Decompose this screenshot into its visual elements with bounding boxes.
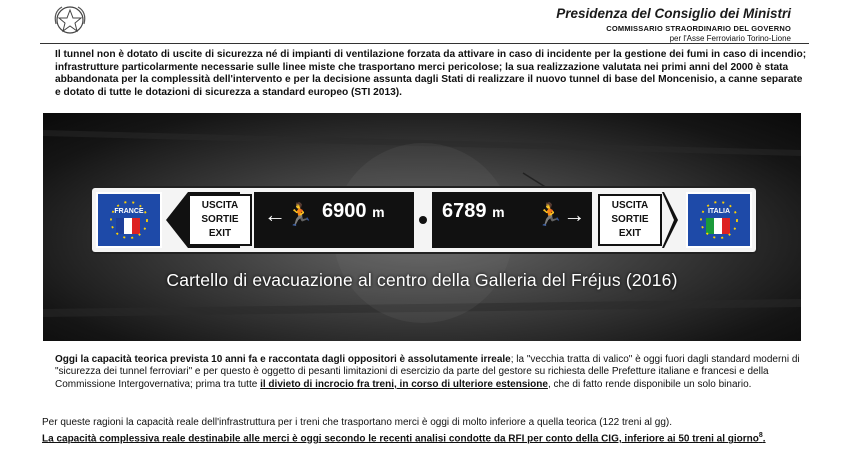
- france-eu-flag-icon: FRANCE: [96, 192, 162, 248]
- runner-left-icon: ←🏃: [264, 202, 314, 227]
- paragraph-real-capacity: Per queste ragioni la capacità reale dell'infrastruttura per i treni che trasportano merci è oggi di molto inferiore a quella teorica (122 treni al gg).: [42, 417, 673, 428]
- header-subtitle: per l'Asse Ferroviario Torino-Lione: [669, 34, 791, 43]
- tunnel-sign-photo: [43, 113, 801, 341]
- header-title: Presidenza del Consiglio dei Ministri: [556, 6, 791, 21]
- capacity-underlined: il divieto di incrocio fra treni, in corso di ulteriore estensione: [260, 378, 548, 390]
- footnote-marker: 8: [758, 432, 763, 439]
- paragraph-freight-capacity: La capacità complessiva reale destinabile alle merci è oggi secondo le recenti analisi condotte da RFI per conto della CIG, inferiore ai 50 treni al giorno$^8$.: [42, 432, 766, 445]
- photo-caption: Cartello di evacuazione al centro della Galleria del Fréjus (2016): [166, 270, 678, 290]
- capacity-tail: , che di fatto rende disponibile un solo binario.: [547, 378, 752, 390]
- capacity-bold-lead: Oggi la capacità teorica prevista 10 anni fa e raccontata dagli oppositori è assolutamente irreale: [55, 354, 511, 365]
- left-exit-label: USCITA SORTIE EXIT: [188, 194, 252, 246]
- right-distance: 6789 m: [442, 200, 505, 222]
- header-commissioner: COMMISSARIO STRAORDINARIO DEL GOVERNO: [606, 24, 791, 33]
- right-exit-arrow-icon: [596, 192, 678, 248]
- left-distance: 6900 m: [322, 200, 385, 222]
- document-header: [556, 6, 791, 43]
- paragraph-tunnel-safety: Il tunnel non è dotato di uscite di sicurezza né di impianti di ventilazione forzata da attivare in caso di incidente per la gestione dei fumi in caso di incendio; infrastrutture particolarmente necessarie sulle linee miste che trasportano merci pericolose; la sua realizzazione valutata nei primi anni del 2000 è stata abbandonata per la complessità dell'intervento e per la decisione assunta dagli Stati di realizzare il nuovo tunnel di base del Moncenisio, a canne separate e dotato di tutte le dotazioni di sicurezza a standard europeo (STI 2013).: [55, 49, 807, 98]
- runner-right-icon: 🏃→: [536, 202, 586, 227]
- italy-eu-flag-icon: ITALIA: [686, 192, 752, 248]
- sign-center-dot: [419, 216, 427, 224]
- right-exit-label: USCITA SORTIE EXIT: [598, 194, 662, 246]
- header-divider: [40, 43, 809, 44]
- capacity-middle: ; la "vecchia tratta di valico" è oggi fuori dagli standard moderni di "sicurezza dei tunnel ferroviari" e per questo è oggetto di pesanti limitazioni di esercizio da parte del gestore su richiesta delle Prefetture italiane e francesi e della Commissione Intergovernativa; prima tra tutte: [55, 354, 800, 390]
- republic-emblem-icon: [50, 2, 90, 38]
- evacuation-sign: [92, 188, 756, 252]
- paragraph-capacity: [55, 354, 807, 391]
